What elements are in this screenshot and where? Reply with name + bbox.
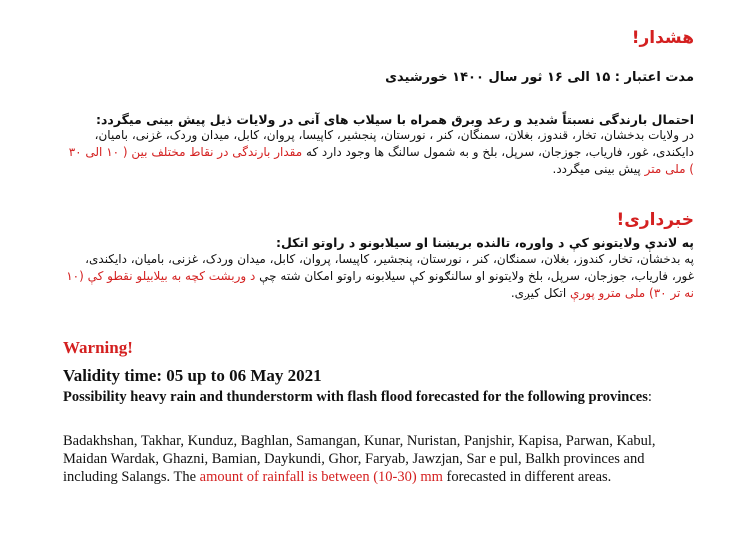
- english-headline-text: Possibility heavy rain and thunderstorm with flash flood forecasted for the following provinces: [63, 389, 648, 405]
- english-rainfall-amount: amount of rainfall is between (10-30) mm: [199, 469, 443, 485]
- english-body: [63, 432, 663, 486]
- dari-body-end: پیش بینی میگردد.: [552, 162, 641, 176]
- english-body-text: Badakhshan, Takhar, Kunduz, Baghlan, Samangan, Kunar, Nuristan, Panjshir, Kapisa, Parwan, Kabul, Maidan Wardak, Ghazni, Bamian, Daykundi, Ghor, Faryab, Jawzjan, Sar e pul, Balkh provinces and including Salangs. The: [63, 433, 656, 485]
- dari-headline: احتمال بارندگی نسبتاً شدید و رعد وبرق همراه با سیلاب های آنی در ولایات ذیل پیش بینی میگردد:: [96, 112, 694, 127]
- pashto-headline: په لاندې ولایتونو کې د واوره، تالنده بریښنا او سیلابونو د راوتو اتکل:: [276, 235, 694, 250]
- english-warning-title: Warning!: [63, 338, 133, 357]
- pashto-rainfall-amount: د وربشت کچه به بیلابیلو نقطو کې (۱۰ نه تر ۳۰) ملی مترو پورې: [66, 269, 694, 300]
- english-validity: Validity time: 05 up to 06 May 2021: [63, 366, 322, 385]
- dari-body-text: در ولایات بدخشان، تخار، قندوز، بغلان، سمنگان، کنر ، نورستان، پنجشیر، کاپیسا، پروان، کابل، میدان وردک، غزنی، بامیان، دایکندی، غور، فاریاب، جوزجان، سرپل، بلخ و به شمول سالنگ ها وجود دارد که: [94, 128, 694, 159]
- pashto-body-text: په بدخشان، تخار، کندوز، بغلان، سمنګان، کنر ، نورستان، پنجشیر، کاپیسا، پروان، کابل، میدان وردک، غزنی، بامیان، دایکندی، غور، فاریاب، جوزجان، سرپل، بلخ ولایتونو او سالنګونو کې سیلابونه راوتو امکان شته چې: [85, 252, 694, 283]
- pashto-body-end: اتکل کیږی.: [510, 286, 567, 300]
- dari-warning-title: هشدار!: [631, 28, 694, 48]
- english-headline: [63, 388, 663, 406]
- pashto-warning-title: خبرداری!: [616, 210, 694, 230]
- english-body-end: forecasted in different areas.: [446, 469, 612, 485]
- dari-body: [62, 127, 694, 178]
- dari-validity-label: مدت اعتبار: [624, 70, 694, 85]
- english-headline-colon: :: [647, 389, 652, 405]
- dari-validity: [62, 70, 694, 85]
- pashto-body: [62, 251, 694, 302]
- dari-rainfall-amount: مقدار بارندگی در نقاط مختلف بین ( ۱۰ الی ۳۰ ) ملی متر: [68, 145, 694, 176]
- dari-validity-value: : ۱۵ الی ۱۶ ثور سال ۱۴۰۰ خورشیدی: [385, 70, 620, 85]
